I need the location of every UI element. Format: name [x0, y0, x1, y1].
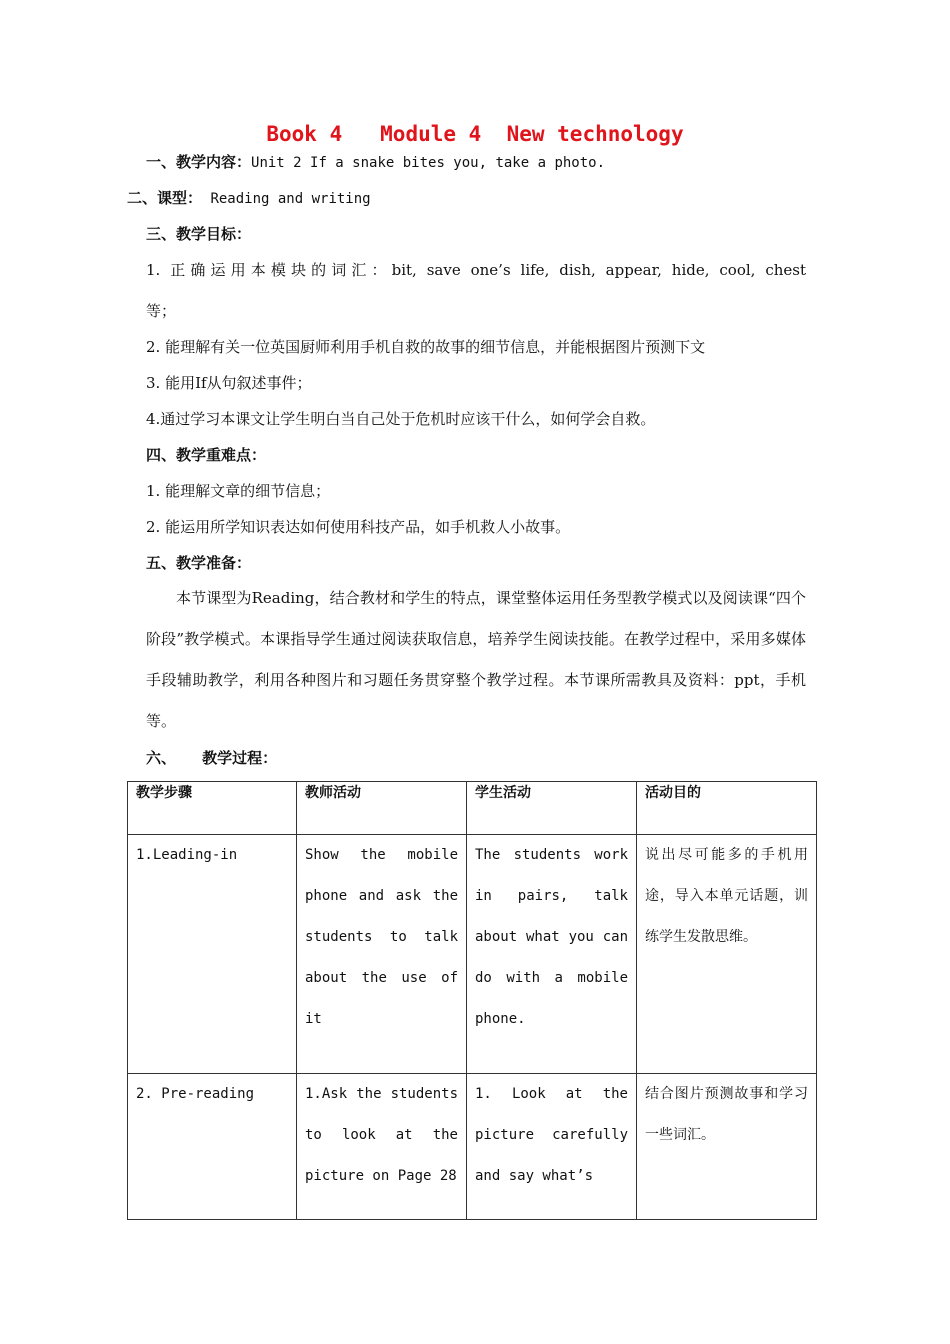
- student-cell: 1. Look at the picture carefully and say what’s: [467, 1074, 637, 1220]
- column-header: 学生活动: [467, 782, 637, 835]
- objective-1: 1. 正确运用本模块的词汇：bit, save one’s life, dish, appear, hide, cool, chest: [146, 261, 806, 279]
- table-row: [128, 1074, 817, 1220]
- content-value: Unit 2 If a snake bites you, take a photo.: [251, 155, 606, 171]
- teacher-cell: Show the mobile phone and ask the students to talk about the use of it: [297, 835, 467, 1074]
- step-cell: 2. Pre-reading: [128, 1074, 297, 1220]
- purpose-cell: 说出尽可能多的手机用途，导入本单元话题，训练学生发散思维。: [637, 835, 817, 1074]
- key-point-1: 1. 能理解文章的细节信息；: [146, 482, 331, 500]
- step-cell: 1.Leading-in: [128, 835, 297, 1074]
- student-cell: The students work in pairs, talk about what you can do with a mobile phone.: [467, 835, 637, 1074]
- teacher-cell: 1.Ask the students to look at the picture on Page 28: [297, 1074, 467, 1220]
- preparation-heading: 五、教学准备：: [146, 554, 252, 572]
- objective-1-cont: 等；: [146, 302, 177, 320]
- objective-2: 2. 能理解有关一位英国厨师利用手机自救的故事的细节信息，并能根据图片预测下文: [146, 338, 706, 356]
- column-header: 活动目的: [637, 782, 817, 835]
- objective-4: 4.通过学习本课文让学生明白当自己处于危机时应该干什么，如何学会自救。: [146, 410, 656, 428]
- preparation-text: 本节课型为Reading，结合教材和学生的特点，课堂整体运用任务型教学模式以及阅读课“四个阶段”教学模式。本课指导学生通过阅读获取信息，培养学生阅读技能。在教学过程中，采用多媒体手段辅助教学，利用各种图片和习题任务贯穿整个教学过程。本节课所需教具及资料：ppt，手机等。: [146, 589, 806, 730]
- column-header: 教师活动: [297, 782, 467, 835]
- lesson-type-label: 二、课型：: [127, 189, 203, 207]
- purpose-cell: 结合图片预测故事和学习一些词汇。: [637, 1074, 817, 1220]
- key-point-2: 2. 能运用所学知识表达如何使用科技产品，如手机救人小故事。: [146, 518, 571, 536]
- table-row: [128, 835, 817, 1074]
- lesson-type-line: [127, 188, 371, 209]
- lesson-type-value: Reading and writing: [202, 191, 371, 207]
- process-heading: 六、 教学过程：: [146, 749, 278, 767]
- objectives-heading: 三、教学目标：: [146, 225, 252, 243]
- column-header: 教学步骤: [128, 782, 297, 835]
- process-table: [127, 781, 817, 1220]
- table-header-row: [128, 782, 817, 835]
- key-points-heading: 四、教学重难点：: [146, 446, 267, 464]
- objective-3: 3. 能用If从句叙述事件；: [146, 374, 312, 392]
- content-line: [146, 152, 605, 173]
- content-label: 一、教学内容：: [146, 153, 252, 171]
- page-title: Book 4 Module 4 New technology: [266, 122, 684, 146]
